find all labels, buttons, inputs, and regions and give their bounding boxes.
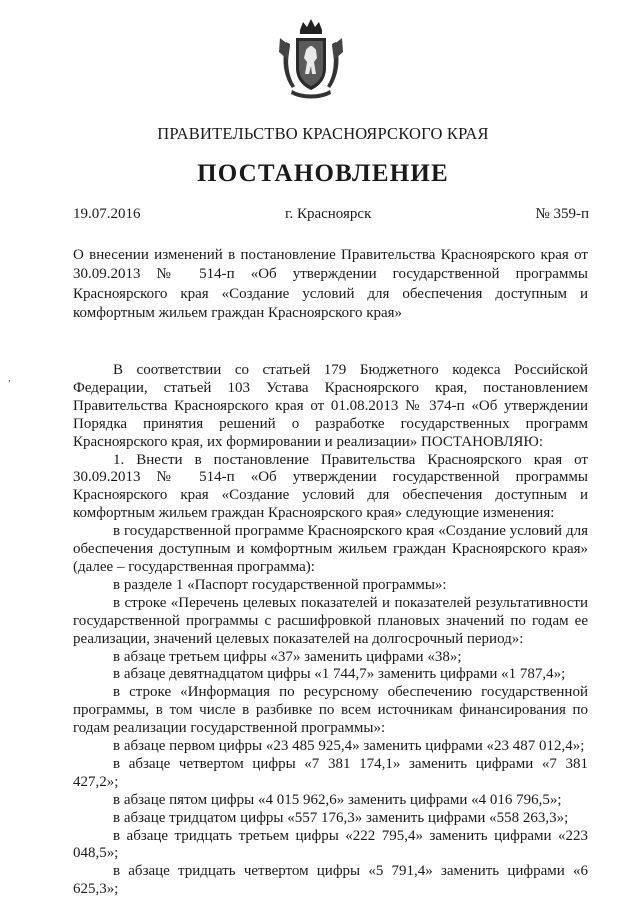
document-city: г. Красноярск <box>285 206 372 222</box>
body-paragraph: в строке «Информация по ресурсному обеспечению государственной программы, в том числе в разбивке по всем источникам финансирования по годам реализации государственной программы»: <box>73 684 588 737</box>
body-paragraph: в абзаце пятом цифры «4 015 962,6» заменить цифрами «4 016 796,5»; <box>113 791 562 808</box>
margin-mark: , <box>8 372 11 384</box>
body-paragraph: В соответствии со статьей 179 Бюджетного кодекса Российской Федерации, статьей 103 Устава Красноярского края, постановлением Правительства Красноярского края от 01.08.2013 № 374-п «Об утверждении Порядка принятия решений о разработке государственных программ Красноярского края, их формировании и реализации» ПОСТАНОВЛЯЮ: <box>73 362 588 450</box>
body-paragraph: в абзаце тридцать четвертом цифры «5 791,4» заменить цифрами «6 625,3»; <box>73 863 588 898</box>
document-date: 19.07.2016 <box>73 206 141 222</box>
body-paragraph: в абзаце тридцать третьем цифры «222 795,4» заменить цифрами «223 048,5»; <box>73 827 588 862</box>
body-paragraph: 1. Внести в постановление Правительства Красноярского края от 30.09.2013 № 514-п «Об утверждении государственной программы Красноярского края «Создание условий для обеспечения доступным и комфортным жильем граждан Красноярского края» следующие изменения: <box>73 451 588 522</box>
document-subject: О внесении изменений в постановление Правительства Красноярского края от 30.09.2013 № 514-п «Об утверждении государственной программы Красноярского края «Создание условий для обеспечения доступным и комфортным жильем граждан Красноярского края» <box>73 247 588 322</box>
body-paragraph: в абзаце третьем цифры «37» заменить цифрами «38»; <box>113 648 462 665</box>
body-paragraph: в разделе 1 «Паспорт государственной программы»: <box>113 576 447 593</box>
body-paragraph: в абзаце четвертом цифры «7 381 174,1» заменить цифрами «7 381 427,2»; <box>73 755 588 790</box>
body-paragraph: в государственной программе Красноярского края «Создание условий для обеспечения доступным и комфортным жильем граждан Красноярского края» (далее – государственная программа): <box>73 523 588 575</box>
document-body <box>73 362 588 899</box>
document-number: № 359-п <box>535 206 589 222</box>
body-paragraph: в абзаце первом цифры «23 485 925,4» заменить цифрами «23 487 012,4»; <box>113 738 585 755</box>
government-title: ПРАВИТЕЛЬСТВО КРАСНОЯРСКОГО КРАЯ <box>157 124 489 143</box>
document-meta-row <box>73 206 589 226</box>
body-paragraph: в абзаце девятнадцатом цифры «1 744,7» заменить цифрами «1 787,4»; <box>113 666 566 683</box>
body-paragraph: в абзаце тридцатом цифры «557 176,3» заменить цифрами «558 263,3»; <box>113 809 569 826</box>
document-type-title: ПОСТАНОВЛЕНИЕ <box>197 160 449 187</box>
krasnoyarsk-coat-of-arms-icon <box>276 16 346 102</box>
body-paragraph: в строке «Перечень целевых показателей и показателей результативности государственной программы с расшифровкой плановых значений по годам ее реализации, значений целевых показателей на долгосрочный период»: <box>73 594 588 647</box>
